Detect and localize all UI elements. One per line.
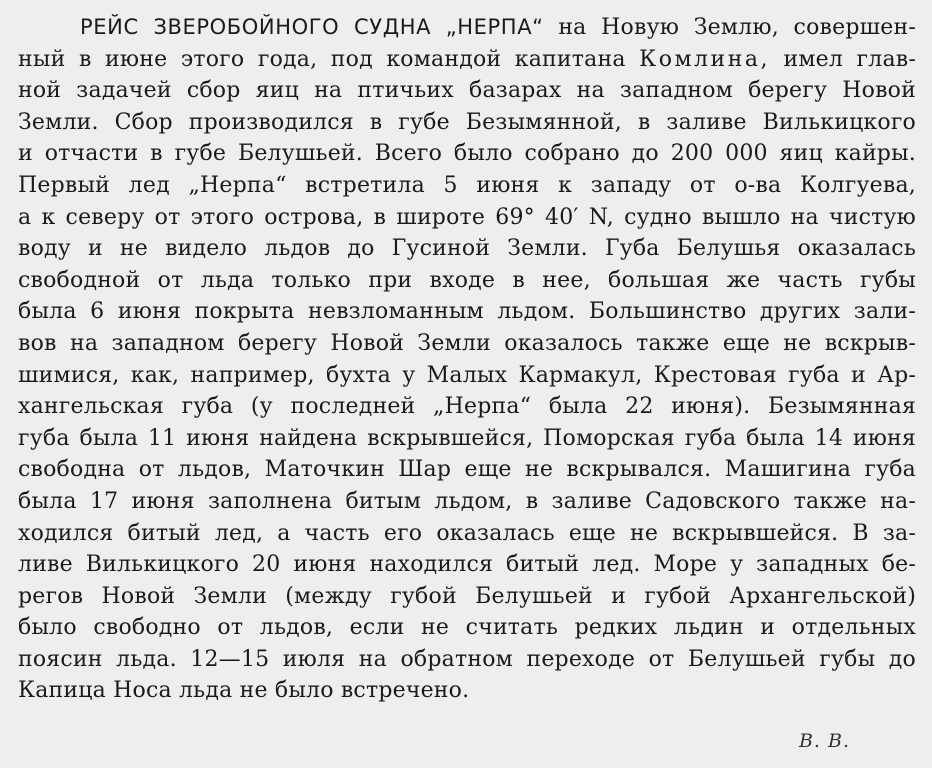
article-line: ной задачей сбор яиц на птичьих базарах на западном берегу Новой xyxy=(18,78,916,104)
article-line: Первый лед „Нерпа“ встретила 5 июня к западу от о-ва Колгуева, xyxy=(18,172,916,198)
article-text: ный в июне этого года, под командой капитана xyxy=(18,46,626,72)
article-line: была 17 июня заполнена битым льдом, в заливе Садовского также на- xyxy=(18,488,916,514)
article-line-last: Капица Носа льда не было встречено. xyxy=(18,678,470,704)
article-line: регов Новой Земли (между губой Белушьей и губой Архангельской) xyxy=(18,583,916,609)
captain-name: Комлина, xyxy=(639,46,770,72)
article-text: имел глав- xyxy=(783,46,916,72)
article-body xyxy=(18,12,916,707)
article-line: свободна от льдов, Маточкин Шар еще не вскрывался. Машигина губа xyxy=(18,457,916,483)
article-line: свободной от льда только при входе в нее, большая же часть губы xyxy=(18,267,916,293)
article-line: губа была 11 июня найдена вскрывшейся, Поморская губа была 14 июня xyxy=(18,425,916,451)
article-line: хангельская губа (у последней „Нерпа“ была 22 июня). Безымянная xyxy=(18,394,916,420)
article-line: Земли. Сбор производился в губе Безымянной, в заливе Вилькицкого xyxy=(18,109,916,135)
article-line-2 xyxy=(18,44,916,76)
article-line-1 xyxy=(18,12,916,44)
article-line: и отчасти в губе Белушьей. Всего было собрано до 200 000 яиц кайры. xyxy=(18,141,916,167)
article-line: воду и не видело льдов до Гусиной Земли. Губа Белушья оказалась xyxy=(18,236,916,262)
author-signature: В. В. xyxy=(798,730,850,752)
article-line: вов на западном берегу Новой Земли оказалось также еще не вскрыв- xyxy=(18,330,916,356)
article-headline: РЕЙС ЗВЕРОБОЙНОГО СУДНА „НЕРПА“ xyxy=(80,15,544,39)
article-line: было свободно от льдов, если не считать редких льдин и отдельных xyxy=(18,615,916,641)
article-line: а к северу от этого острова, в широте 69° 40′ N, судно вышло на чистую xyxy=(18,204,916,230)
article-line: ливе Вилькицкого 20 июня находился битый лед. Море у западных бе- xyxy=(18,552,916,578)
article-text: на Новую Землю, совершен- xyxy=(558,15,916,40)
article-line: ходился битый лед, а часть его оказалась еще не вскрывшейся. В за- xyxy=(18,520,916,546)
article-line: была 6 июня покрыта невзломанным льдом. Большинство других зали- xyxy=(18,299,916,325)
article-line: поясин льда. 12—15 июля на обратном переходе от Белушьей губы до xyxy=(18,646,916,672)
article-line: шимися, как, например, бухта у Малых Кармакул, Крестовая губа и Ар- xyxy=(18,362,916,388)
